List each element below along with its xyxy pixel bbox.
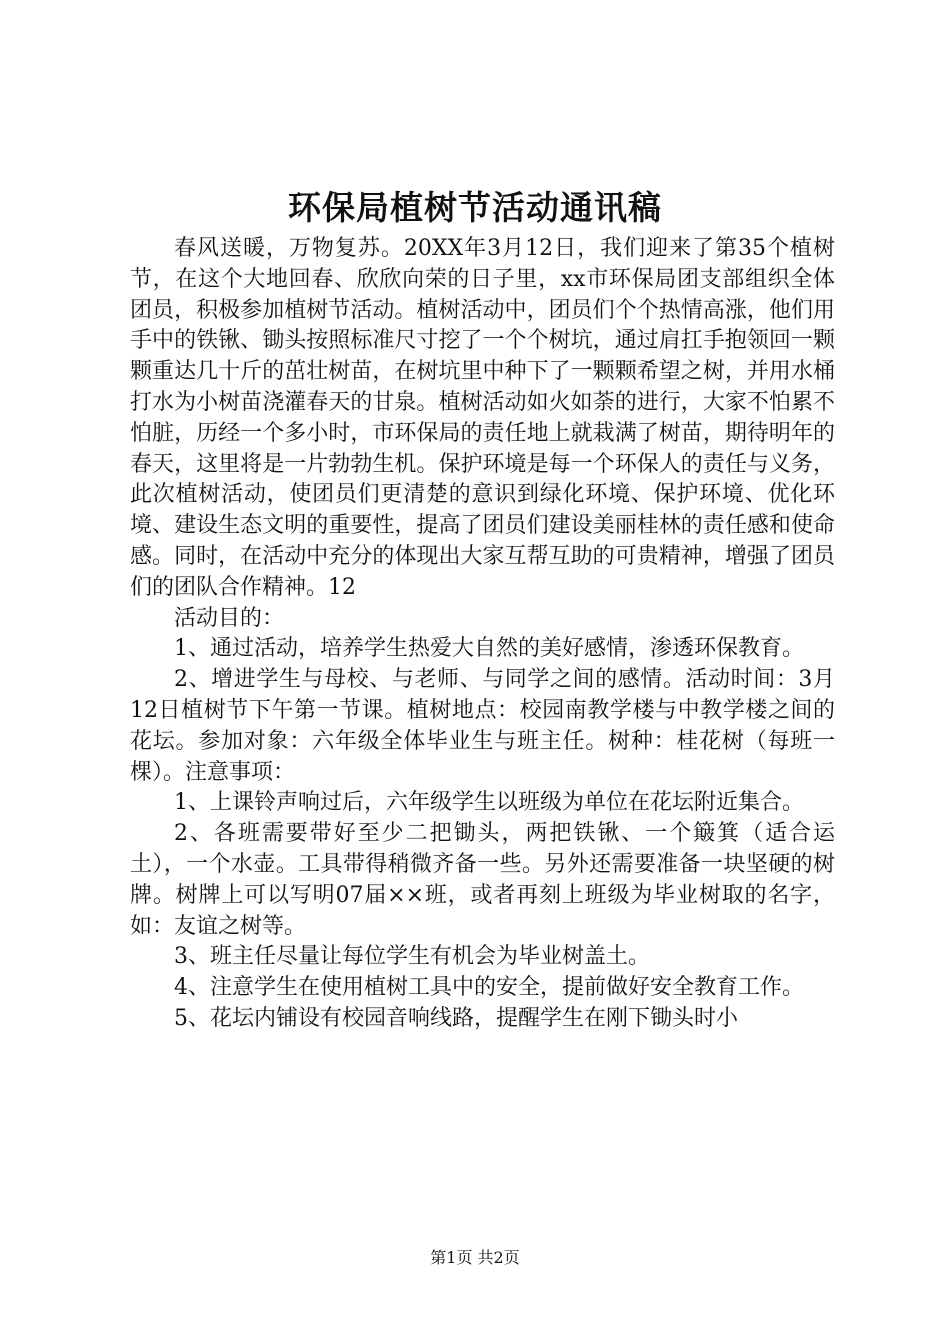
document-body: [130, 234, 835, 1035]
paragraph-note-3: 3、班主任尽量让每位学生有机会为毕业树盖土。: [174, 944, 650, 970]
paragraph-intro: 春风送暖，万物复苏。20XX年3月12日，我们迎来了第35个植树节，在这个大地回春、欣欣向荣的日子里，xx市环保局团支部组织全体团员，积极参加植树节活动。植树活动中，团员们个个热情高涨，他们用手中的铁锹、锄头按照标准尺寸挖了一个个树坑，通过肩扛手抱领回一颗颗重达几十斤的茁壮树苗，在树坑里中种下了一颗颗希望之树，并用水桶打水为小树苗浇灌春天的甘泉。植树活动如火如荼的进行，大家不怕累不怕脏，历经一个多小时，市环保局的责任地上就栽满了树苗，期待明年的春天，这里将是一片勃勃生机。保护环境是每一个环保人的责任与义务，此次植树活动，使团员们更清楚的意识到绿化环境、保护环境、优化环境、建设生态文明的重要性，提高了团员们建设美丽桂林的责任感和使命感。同时，在活动中充分的体现出大家互帮互助的可贵精神，增强了团员们的团队合作精神。12: [130, 236, 835, 600]
paragraph-note-1: 1、上课铃声响过后，六年级学生以班级为单位在花坛附近集合。: [174, 790, 804, 816]
document-title: 环保局植树节活动通讯稿: [288, 188, 662, 227]
paragraph-note-4: 4、注意学生在使用植树工具中的安全，提前做好安全教育工作。: [174, 975, 804, 1001]
paragraph-note-2: 2、各班需要带好至少二把锄头，两把铁锹、一个簸箕（适合运土），一个水壶。工具带得稍微齐备一些。另外还需要准备一块坚硬的树牌。树牌上可以写明07届××班，或者再刻上班级为毕业树取的名字，如：友谊之树等。: [130, 821, 835, 939]
paragraph-purpose-2: 2、增进学生与母校、与老师、与同学之间的感情。活动时间：3月12日植树节下午第一节课。植树地点：校园南教学楼与中教学楼之间的花坛。参加对象：六年级全体毕业生与班主任。树种：桂花树（每班一棵）。注意事项：: [130, 667, 835, 785]
paragraph-activity-purpose-heading: 活动目的：: [174, 605, 285, 631]
page-number-footer: 第1页 共2页: [430, 1248, 520, 1267]
paragraph-note-5: 5、花坛内铺设有校园音响线路，提醒学生在刚下锄头时小: [174, 1005, 738, 1031]
paragraph-purpose-1: 1、通过活动，培养学生热爱大自然的美好感情，渗透环保教育。: [174, 636, 804, 662]
